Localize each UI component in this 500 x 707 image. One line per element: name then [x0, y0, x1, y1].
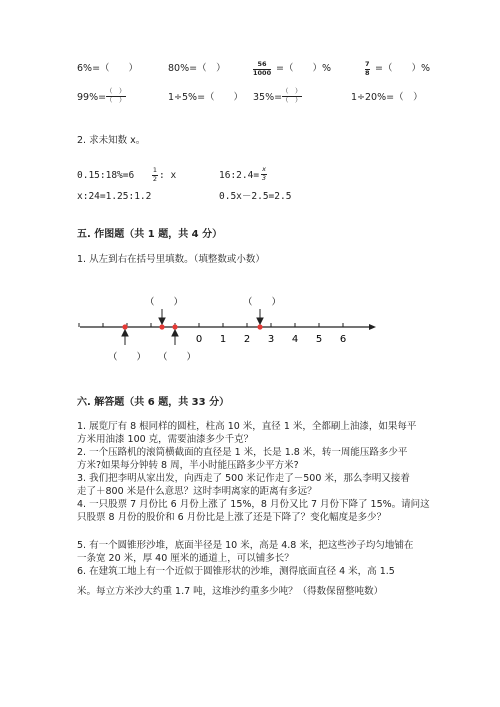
fraction-7-8	[365, 61, 370, 77]
section-6-heading: 六. 解答题（共 6 题，共 33 分）	[77, 397, 230, 408]
number-line-ticks	[79, 323, 343, 327]
fraction-denominator: 1000	[253, 69, 272, 77]
number-line-tick-label: 6	[339, 334, 347, 345]
q-fraction-7-rest: =（ ）%	[375, 63, 430, 74]
fraction-denominator: 2	[152, 175, 158, 183]
blank-below-2: （ ）	[158, 352, 197, 363]
q-fraction-56-rest: =（ ）%	[276, 63, 331, 74]
number-line-tick-label: 5	[315, 334, 323, 345]
up-arrow-1-head	[122, 330, 128, 336]
q-percent-6: 6%=（ ）	[77, 63, 139, 74]
fraction-denominator: （ ）	[282, 96, 302, 104]
number-line-tick-label: 2	[243, 334, 251, 345]
number-line-arrowhead	[369, 324, 376, 330]
fraction-numerator: 1	[152, 166, 158, 174]
fraction-denominator: 3	[261, 174, 267, 182]
blank-below-1: （ ）	[108, 352, 147, 363]
down-arrow-1-head	[159, 318, 165, 324]
blank-above-1: （ ）	[145, 297, 184, 308]
problem-5-line-1: 5. 有一个圆锥形沙堆，底面半径是 10 米，高是 4.8 米，把这些沙子均匀地铺在	[77, 540, 414, 551]
section-5-q1: 1. 从左到右在括号里填数。（填整数或小数）	[77, 254, 265, 265]
fraction-x-3	[261, 166, 267, 182]
blank-above-2: （ ）	[243, 297, 282, 308]
q-percent-80: 80%=（ ）	[168, 63, 226, 74]
q-percent-99-pre: 99%=	[77, 92, 107, 103]
problem-1-line-1: 1. 展览厅有 8 根同样的圆柱，柱高 10 米，直径 1 米，全都刷上油漆，如果每平	[77, 421, 417, 432]
fraction-blank-99	[106, 88, 126, 104]
q-divide-5-percent: 1÷5%=（ ）	[168, 92, 244, 103]
fraction-denominator: （ ）	[106, 96, 126, 104]
number-line-tick-label: 0	[195, 334, 203, 345]
number-line-tick-labels	[196, 334, 346, 345]
problem-6-line-1: 6. 在建筑工地上有一个近似于圆锥形状的沙堆，测得底面直径 4 米，高 1.5	[77, 566, 395, 577]
fraction-56-1000	[253, 61, 271, 77]
equation-4: 0.5x－2.5=2.5	[219, 191, 292, 202]
problem-4-line-1: 4. 一只股票 7 月份比 6 月份上涨了 15%，8 月份又比 7 月份下降了 15%。请问这	[77, 499, 430, 510]
equation-1-pre: 0.15:18%=6	[77, 170, 135, 181]
number-line-marked-point	[257, 324, 262, 329]
problem-3-line-1: 3. 我们把李明从家出发，向西走了 500 米记作走了－500 米，那么李明又接着	[77, 473, 410, 484]
fraction-numerator: （ ）	[282, 87, 302, 95]
fraction-numerator: 56	[257, 60, 267, 68]
equation-1-post: : x	[159, 170, 177, 181]
number-line-marked-point	[172, 324, 177, 329]
problem-3-line-2: 走了＋800 米是什么意思？这时李明离家的距离有多远？	[77, 486, 317, 497]
number-line-tick-label: 1	[219, 334, 227, 345]
q-percent-35-pre: 35%=	[253, 92, 283, 103]
number-line-tick-label: 4	[291, 334, 299, 345]
equation-3: x:24=1.25:1.2	[77, 191, 152, 202]
problem-4-line-2: 只股票 8 月份的股价和 6 月份比是上涨了还是下降了？变化幅度是多少？	[77, 512, 387, 523]
number-line-marked-point	[159, 324, 164, 329]
section-5-heading: 五. 作图题（共 1 题，共 4 分）	[77, 229, 223, 240]
fraction-numerator: x	[262, 165, 266, 173]
number-line-marked-point	[122, 324, 127, 329]
q2-title: 2. 求未知数 x。	[77, 135, 146, 146]
fraction-numerator: （ ）	[106, 87, 126, 95]
problem-6-line-2: 米。每立方米沙大约重 1.7 吨，这堆沙约重多少吨？（得数保留整吨数）	[77, 586, 384, 597]
up-arrow-2-head	[172, 330, 178, 336]
down-arrow-2-head	[257, 318, 263, 324]
fraction-denominator: 8	[365, 69, 370, 77]
fraction-one-half	[152, 167, 158, 183]
problem-5-line-2: 一条宽 20 米，厚 40 厘米的通道上，可以铺多长？	[77, 553, 294, 564]
fraction-numerator: 7	[365, 60, 370, 68]
number-line-tick-label: 3	[267, 334, 275, 345]
number-line-figure	[0, 285, 500, 405]
equation-2-pre: 16:2.4=	[219, 170, 260, 181]
problem-2-line-2: 方米?如果每分钟转 8 周，半小时能压路多少平方米?	[77, 460, 299, 471]
problem-2-line-1: 2. 一个压路机的滚筒横截面的直径是 1 米，长是 1.8 米，转一周能压路多少平	[77, 447, 408, 458]
problem-1-line-2: 方米用油漆 100 克，需要油漆多少千克？	[77, 434, 254, 445]
q-divide-20-percent: 1÷20%=（ ）	[351, 92, 423, 103]
fraction-blank-35	[282, 88, 302, 104]
